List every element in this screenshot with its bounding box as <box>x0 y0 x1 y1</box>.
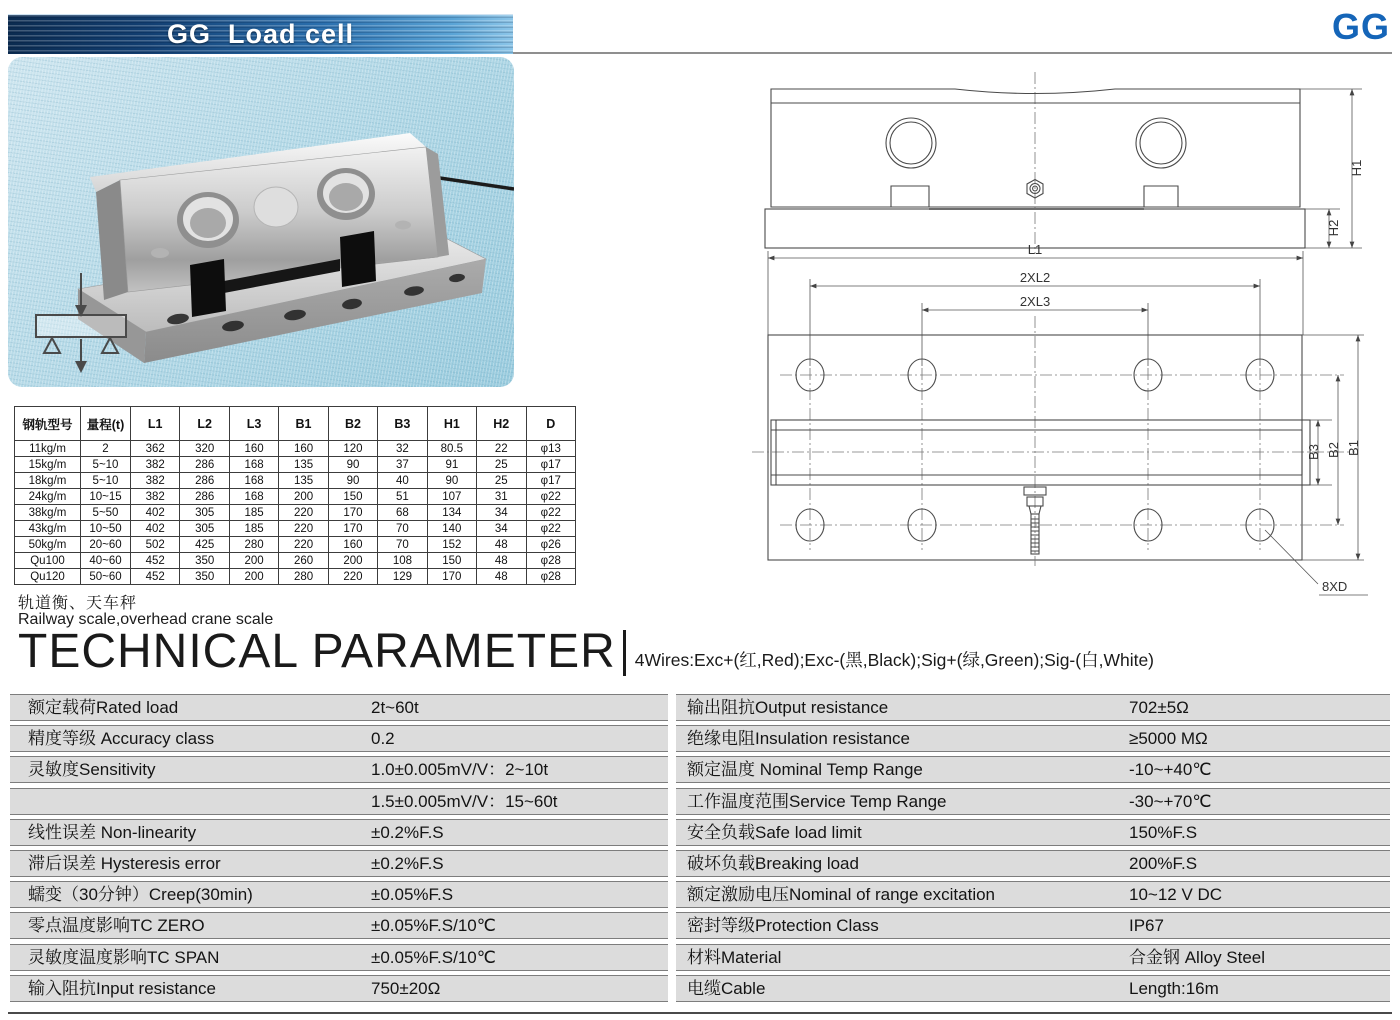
param-l-value: ±0.2%F.S <box>371 823 444 842</box>
dim-cell: 70 <box>378 537 427 553</box>
param-l-label: 额定载荷Rated load <box>28 698 179 717</box>
dim-cell: 129 <box>378 569 427 585</box>
param-l-value: 0.2 <box>371 729 395 748</box>
dim-cell: 402 <box>131 505 180 521</box>
dim-cell: 108 <box>378 553 427 569</box>
dim-cell: 120 <box>328 441 377 457</box>
dim-cell: 150 <box>328 489 377 505</box>
dim-cell: φ22 <box>526 521 576 537</box>
header-banner <box>8 14 513 54</box>
dimension-table <box>14 406 576 585</box>
dim-cell: 40 <box>378 473 427 489</box>
param-l-label: 滞后误差 Hysteresis error <box>28 854 221 873</box>
dim-col-header: 量程(t) <box>81 407 131 441</box>
dim-cell: 91 <box>427 457 476 473</box>
dim-cell: 350 <box>180 569 229 585</box>
dim-cell: 350 <box>180 553 229 569</box>
dim-cell: 10~50 <box>81 521 131 537</box>
dim-cell: 382 <box>131 473 180 489</box>
param-l-label: 灵敏度温度影响TC SPAN <box>28 948 220 967</box>
dim-cell: 134 <box>427 505 476 521</box>
dim-col-header: D <box>526 407 576 441</box>
table-row <box>15 521 576 537</box>
dim-cell: 80.5 <box>427 441 476 457</box>
param-row <box>10 850 1390 877</box>
dim-cell: 107 <box>427 489 476 505</box>
product-photo <box>8 57 514 387</box>
param-r-value: -10~+40℃ <box>1129 760 1212 779</box>
dim-label-2xl3: 2XL3 <box>1019 294 1051 309</box>
dim-col-header: B1 <box>279 407 328 441</box>
param-r-value: ≥5000 MΩ <box>1129 729 1208 748</box>
dim-cell: 152 <box>427 537 476 553</box>
caption-en: Railway scale,overhead crane scale <box>18 611 274 628</box>
dim-cell: 305 <box>180 505 229 521</box>
table-row <box>15 537 576 553</box>
dim-cell: 280 <box>279 569 328 585</box>
top-view-drawing <box>752 242 1368 595</box>
dim-cell: 5~50 <box>81 505 131 521</box>
param-l-value: 1.0±0.005mV/V：2~10t <box>371 760 549 779</box>
dim-cell: 5~10 <box>81 457 131 473</box>
param-r-value: 10~12 V DC <box>1129 885 1223 904</box>
dim-cell: φ22 <box>526 489 576 505</box>
dim-cell: 10~15 <box>81 489 131 505</box>
dim-cell: 24kg/m <box>15 489 81 505</box>
table-row <box>15 505 576 521</box>
param-row-background <box>676 944 1390 971</box>
dim-cell: φ28 <box>526 569 576 585</box>
dim-cell: 382 <box>131 457 180 473</box>
table-row <box>15 569 576 585</box>
dim-cell: 20~60 <box>81 537 131 553</box>
dim-cell: 220 <box>279 505 328 521</box>
dim-cell: 48 <box>477 553 526 569</box>
dim-cell: 18kg/m <box>15 473 81 489</box>
param-r-value: IP67 <box>1129 916 1164 935</box>
dim-cell: 90 <box>328 473 377 489</box>
dim-cell: 43kg/m <box>15 521 81 537</box>
dim-col-header: L2 <box>180 407 229 441</box>
dim-cell: 286 <box>180 473 229 489</box>
param-r-value: 150%F.S <box>1129 823 1198 842</box>
dim-cell: 425 <box>180 537 229 553</box>
dim-cell: 185 <box>229 521 278 537</box>
param-row <box>10 975 1390 1002</box>
dim-cell: 185 <box>229 505 278 521</box>
param-r-value: 200%F.S <box>1129 854 1198 873</box>
dim-label-h1: H1 <box>1349 159 1364 177</box>
dim-label-b1: B1 <box>1346 440 1361 456</box>
dim-cell: 37 <box>378 457 427 473</box>
dim-cell: 200 <box>328 553 377 569</box>
dim-col-header: H2 <box>477 407 526 441</box>
dim-cell: 320 <box>180 441 229 457</box>
dim-cell: 135 <box>279 457 328 473</box>
dim-label-h2: H2 <box>1326 219 1341 237</box>
dim-cell: 5~10 <box>81 473 131 489</box>
dim-cell: Qu100 <box>15 553 81 569</box>
dim-col-header: L1 <box>131 407 180 441</box>
section-heading-row <box>18 625 1155 678</box>
param-l-label: 精度等级 Accuracy class <box>28 729 215 748</box>
dim-label-2xl2: 2XL2 <box>1019 270 1051 285</box>
dim-col-header: B2 <box>328 407 377 441</box>
dim-cell: φ26 <box>526 537 576 553</box>
load-cell-illustration <box>8 57 514 387</box>
param-row-background <box>676 975 1390 1002</box>
dim-cell: 220 <box>279 537 328 553</box>
dim-header-row <box>15 407 576 441</box>
dim-cell: 168 <box>229 457 278 473</box>
dim-cell: 150 <box>427 553 476 569</box>
heading-divider <box>623 630 626 676</box>
dim-cell: 48 <box>477 537 526 553</box>
dim-label-8xd: 8XD <box>1322 579 1348 594</box>
dim-cell: 15kg/m <box>15 457 81 473</box>
dim-cell: 50~60 <box>81 569 131 585</box>
param-row <box>10 725 1390 752</box>
dim-cell: 32 <box>378 441 427 457</box>
param-r-label: 绝缘电阻Insulation resistance <box>687 729 910 748</box>
param-r-label: 破坏负载Breaking load <box>687 854 859 873</box>
table-row <box>15 489 576 505</box>
cable <box>433 177 514 189</box>
dim-cell: 168 <box>229 489 278 505</box>
dim-cell: φ17 <box>526 457 576 473</box>
param-row <box>10 756 1390 783</box>
table-row <box>15 441 576 457</box>
dim-cell: 22 <box>477 441 526 457</box>
param-l-label: 蠕变（30分钟）Creep(30min) <box>28 885 253 904</box>
dim-cell: 286 <box>180 457 229 473</box>
param-r-value: 702±5Ω <box>1129 698 1189 717</box>
param-l-label: 零点温度影响TC ZERO <box>28 916 205 935</box>
param-l-value: ±0.2%F.S <box>371 854 444 873</box>
dim-cell: 40~60 <box>81 553 131 569</box>
param-r-value: -30~+70℃ <box>1129 792 1212 811</box>
dim-col-header: L3 <box>229 407 278 441</box>
param-r-label: 额定激励电压Nominal of range excitation <box>687 885 996 904</box>
dim-cell: 502 <box>131 537 180 553</box>
dim-cell: 160 <box>328 537 377 553</box>
param-r-label: 额定温度 Nominal Temp Range <box>687 760 923 779</box>
dim-cell: 38kg/m <box>15 505 81 521</box>
param-l-label: 灵敏度Sensitivity <box>28 760 156 779</box>
dim-cell: 286 <box>180 489 229 505</box>
dim-cell: 140 <box>427 521 476 537</box>
dim-cell: 200 <box>229 569 278 585</box>
technical-drawings <box>740 58 1400 603</box>
dim-cell: 200 <box>279 489 328 505</box>
param-l-value: 1.5±0.005mV/V：15~60t <box>371 792 558 811</box>
dim-cell: 220 <box>279 521 328 537</box>
dim-cell: φ17 <box>526 473 576 489</box>
param-row <box>10 819 1390 846</box>
dim-cell: 90 <box>328 457 377 473</box>
dim-cell: 70 <box>378 521 427 537</box>
dim-cell: 168 <box>229 473 278 489</box>
dim-cell: 402 <box>131 521 180 537</box>
param-r-value: 合金钢 Alloy Steel <box>1129 948 1266 967</box>
dim-cell: 280 <box>229 537 278 553</box>
bottom-rule <box>8 1012 1392 1014</box>
param-row <box>10 694 1390 721</box>
dim-cell: 25 <box>477 457 526 473</box>
param-r-value: Length:16m <box>1129 979 1219 998</box>
dim-col-header: H1 <box>427 407 476 441</box>
dim-cell: 2 <box>81 441 131 457</box>
dim-cell: φ28 <box>526 553 576 569</box>
param-l-value: ±0.05%F.S/10℃ <box>371 948 496 967</box>
dim-col-header: B3 <box>378 407 427 441</box>
dim-cell: 135 <box>279 473 328 489</box>
dim-cell: 90 <box>427 473 476 489</box>
front-view-drawing <box>765 72 1364 254</box>
table-row <box>15 553 576 569</box>
dim-cell: 170 <box>328 521 377 537</box>
param-r-label: 安全负载Safe load limit <box>687 823 862 842</box>
dim-cell: 160 <box>229 441 278 457</box>
param-r-label: 输出阻抗Output resistance <box>687 698 889 717</box>
param-l-label: 线性误差 Non-linearity <box>28 823 197 842</box>
param-r-label: 材料Material <box>687 948 782 967</box>
dim-cell: φ22 <box>526 505 576 521</box>
dim-cell: 305 <box>180 521 229 537</box>
table-row <box>15 457 576 473</box>
dim-cell: 260 <box>279 553 328 569</box>
dim-cell: 382 <box>131 489 180 505</box>
dim-cell: 34 <box>477 505 526 521</box>
param-row <box>10 912 1390 939</box>
dim-cell: 160 <box>279 441 328 457</box>
dim-cell: 25 <box>477 473 526 489</box>
caption-zh: 轨道衡、天车秤 <box>18 595 138 612</box>
dim-label-b2: B2 <box>1326 442 1341 458</box>
param-row <box>10 881 1390 908</box>
wires-note: 4Wires:Exc+(红,Red);Exc-(黑,Black);Sig+(绿,Green);Sig-(白,White) <box>634 650 1155 670</box>
param-l-value: 2t~60t <box>371 698 419 717</box>
dim-cell: φ13 <box>526 441 576 457</box>
dim-label-b3: B3 <box>1306 444 1321 460</box>
brand-text: GG <box>1331 6 1390 47</box>
page-title: GG Load cell <box>166 19 355 49</box>
param-l-label: 输入阻抗Input resistance <box>28 979 217 998</box>
dim-col-header: 钢轨型号 <box>15 407 81 441</box>
dim-cell: 48 <box>477 569 526 585</box>
dim-cell: 51 <box>378 489 427 505</box>
section-title: TECHNICAL PARAMETER <box>18 625 616 678</box>
param-r-label: 工作温度范围Service Temp Range <box>687 792 947 811</box>
param-row <box>10 944 1390 971</box>
dim-cell: 170 <box>328 505 377 521</box>
param-l-value: ±0.05%F.S/10℃ <box>371 916 496 935</box>
dim-cell: 34 <box>477 521 526 537</box>
dim-cell: 11kg/m <box>15 441 81 457</box>
param-row-background <box>10 788 668 815</box>
dim-cell: 170 <box>427 569 476 585</box>
dim-cell: 220 <box>328 569 377 585</box>
param-row <box>10 788 1390 815</box>
dim-cell: 452 <box>131 553 180 569</box>
dim-cell: Qu120 <box>15 569 81 585</box>
param-l-value: 750±20Ω <box>371 979 441 998</box>
dim-cell: 68 <box>378 505 427 521</box>
param-r-label: 密封等级Protection Class <box>687 916 879 935</box>
param-l-value: ±0.05%F.S <box>371 885 454 904</box>
table-row <box>15 473 576 489</box>
dim-cell: 31 <box>477 489 526 505</box>
param-r-label: 电缆Cable <box>687 979 766 998</box>
dim-cell: 50kg/m <box>15 537 81 553</box>
dim-cell: 200 <box>229 553 278 569</box>
dim-cell: 452 <box>131 569 180 585</box>
parameter-table <box>10 694 1390 1009</box>
dim-cell: 362 <box>131 441 180 457</box>
dim-label-l1: L1 <box>1027 242 1043 257</box>
